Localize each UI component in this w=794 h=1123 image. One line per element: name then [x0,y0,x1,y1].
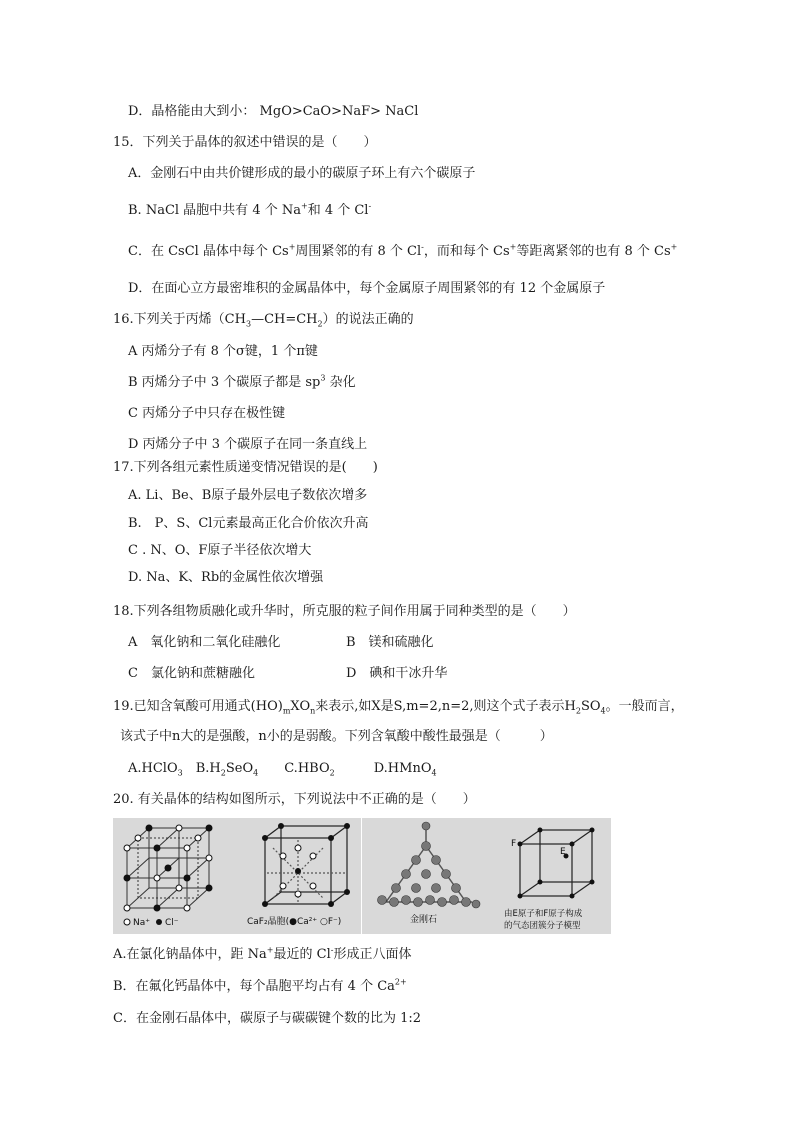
caf2-unit-cell [265,826,347,904]
diamond-ef-figure [362,818,611,934]
q16-option-a: A 丙烯分子有 8 个σ键，1 个π键 [128,344,318,359]
q16-option-d: D 丙烯分子中 3 个碳原子在同一条直线上 [128,437,368,452]
q15-option-a: A．金刚石中由共价键形成的最小的碳原子环上有六个碳原子 [128,166,476,181]
q18-option-d: D 碘和干冰升华 [346,666,448,681]
q19-options: A.HClO$_3$ $B.H_2SeO_4$ $C.HBO_2$ D.HMnO$_4$ [128,761,437,778]
crystal-figure-right [362,818,611,934]
ef-cluster-model [520,830,592,896]
nacl-legend [124,918,179,928]
q19-stem-line2: 该式子中n大的是强酸，n小的是弱酸。下列含氧酸中酸性最强是（ ） [120,729,553,744]
q17-option-a: A. Li、Be、B原子最外层电子数依次增多 [128,488,368,503]
q20-option-a: A.在氯化钠晶体中，距 Na+最近的 Cl-形成正八面体 [113,945,412,962]
q20-option-c: C．在金刚石晶体中，碳原子与碳碳键个数的比为 1:2 [113,1011,422,1026]
q17-option-d: D. Na、K、Rb的金属性依次增强 [128,570,324,585]
q16-option-b: B 丙烯分子中 3 个碳原子都是 $sp^3$ 杂化 [128,373,356,390]
q15-option-d: D．在面心立方最密堆积的金属晶体中，每个金属原子周围紧邻的有 12 个金属原子 [128,281,606,296]
q17-option-c: C . N、O、F原子半径依次增大 [128,543,312,558]
q15-option-b: B. NaCl 晶胞中共有 4 个 Na+和 4 个 Cl- [128,201,372,218]
nacl-caf2-figure [113,818,361,934]
q20-option-b: B．在氟化钙晶体中，每个晶胞平均占有 4 个 $Ca^{2+}$ [113,977,407,994]
q14-option-d: D．晶格能由大到小： MgO>CaO>NaF> NaCl [128,104,419,119]
crystal-figure-left [113,818,361,934]
ef-label-e: E [560,847,566,857]
q19-stem-line1: 19.已知含氧酸可用通式$(HO)_mXO_n$来表示,如X是S,m=2,n=2,则这个式子表示$H_2SO_4$。一般而言， [113,699,684,716]
q16-stem: 16.下列关于丙烯$(CH_3—CH=CH_2)$的说法正确的 [113,312,414,329]
ef-label-f: F [511,839,517,849]
q15-stem: 15．下列关于晶体的叙述中错误的是（ ） [113,135,377,150]
ef-caption-line2: 的气态团簇分子模型 [504,921,581,931]
q18-option-c: C 氯化钠和蔗糖融化 [128,666,255,681]
diamond-caption: 金刚石 [410,915,438,925]
nacl-legend-na: Na⁺ [133,918,150,928]
q17-option-b: B. P、S、Cl元素最高正化合价依次升高 [128,516,369,531]
q20-stem: 20. 有关晶体的结构如图所示，下列说法中不正确的是（ ） [113,792,476,807]
caf2-caption: CaF₂晶胞(●Ca²⁺ ○F⁻) [247,917,342,927]
q16-option-c: C 丙烯分子中只存在极性键 [128,406,286,421]
nacl-legend-cl: Cl⁻ [165,918,179,928]
diamond-atoms [378,822,481,908]
ef-caption-line1: 由E原子和F原子构成 [504,909,583,919]
q17-stem: 17.下列各组元素性质递变情况错误的是( ) [113,460,378,475]
q18-option-b: B 镁和硫融化 [346,635,434,650]
q15-option-c: C．在 CsCl 晶体中每个 Cs+周围紧邻的有 8 个 Cl-，而和每个 Cs+等距离紧邻的也有 8 个 Cs+ [128,242,678,259]
q18-stem: 18.下列各组物质融化或升华时，所克服的粒子间作用属于同种类型的是（ ） [113,604,576,619]
q18-option-a: A 氧化钠和二氧化硅融化 [128,635,281,650]
